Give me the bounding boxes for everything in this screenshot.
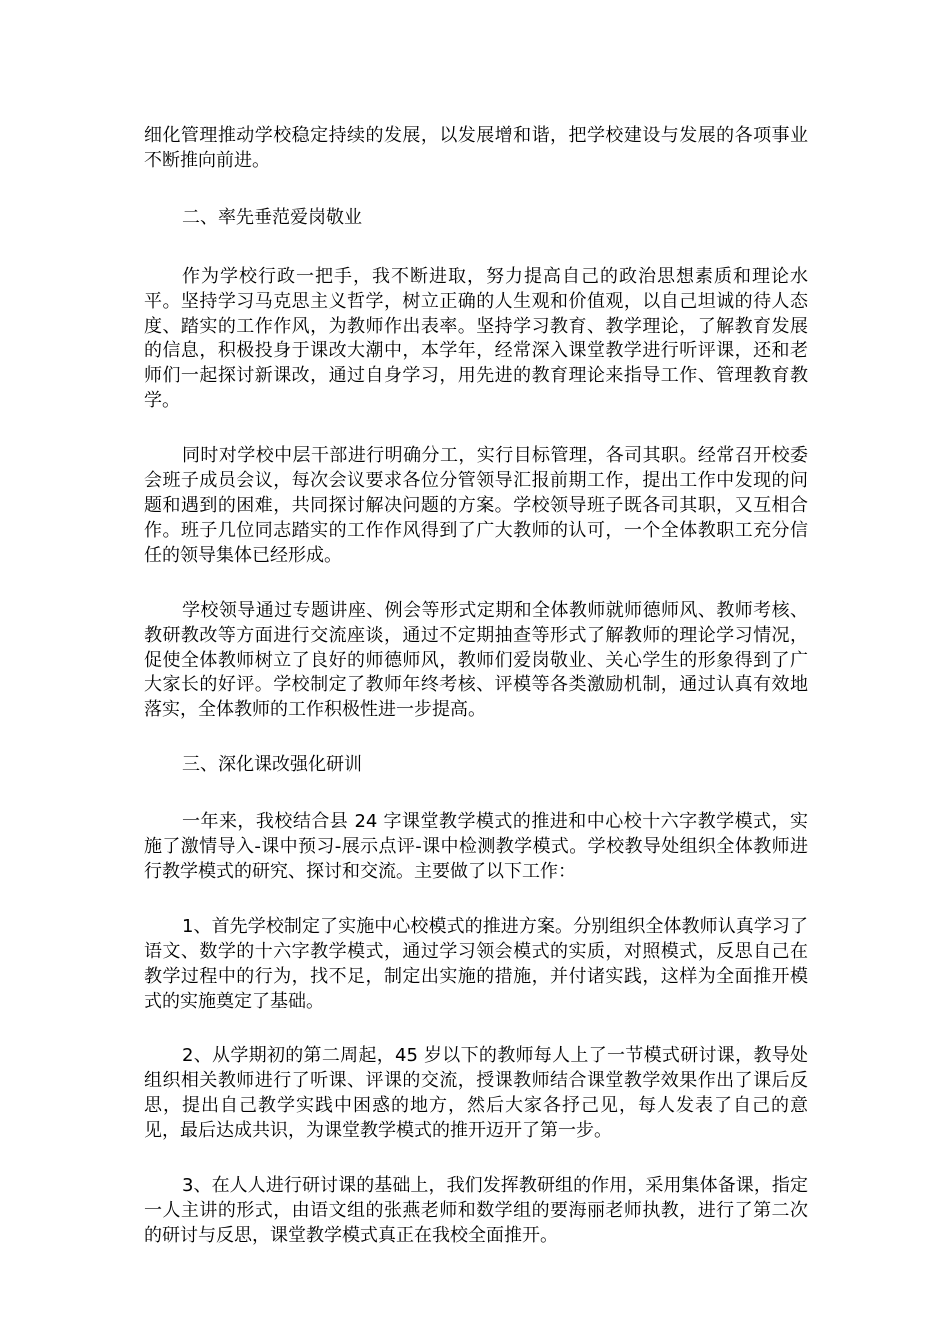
paragraph: 同时对学校中层干部进行明确分工，实行目标管理，各司其职。经常召开校委会班子成员会议，每次会议要求各位分管领导汇报前期工作，提出工作中发现的问题和遇到的困难，共同探讨解决问题的方案。学校领导班子既各司其职，又互相合作。班子几位同志踏实的工作作风得到了广大教师的认可，一个全体教职工充分信任的领导集体已经形成。: [144, 445, 808, 566]
paragraph: 作为学校行政一把手，我不断进取，努力提高自己的政治思想素质和理论水平。坚持学习马克思主义哲学，树立正确的人生观和价值观，以自己坦诚的待人态度、踏实的工作作风，为教师作出表率。坚持学习教育、教学理论，了解教育发展的信息，积极投身于课改大潮中，本学年，经常深入课堂教学进行听评课，还和老师们一起探讨新课改，通过自身学习，用先进的教育理论来指导工作、管理教育教学。: [144, 265, 808, 412]
section-heading-2: 二、率先垂范爱岗敬业: [182, 206, 362, 228]
paragraph-continuation: 细化管理推动学校稳定持续的发展，以发展增和谐，把学校建设与发展的各项事业不断推向前进。: [144, 125, 808, 171]
document-page: [144, 122, 808, 1249]
paragraph: 一年来，我校结合县 24 字课堂教学模式的推进和中心校十六字教学模式，实施了激情导入-课中预习-展示点评-课中检测教学模式。学校教导处组织全体教师进行教学模式的研究、探讨和交流。主要做了以下工作：: [144, 811, 808, 882]
list-paragraph-2: 2、从学期初的第二周起，45 岁以下的教师每人上了一节模式研讨课，教导处组织相关教师进行了听课、评课的交流，授课教师结合课堂教学效果作出了课后反思，提出自己教学实践中困惑的地方，然后大家各抒己见，每人发表了自己的意见，最后达成共识，为课堂教学模式的推开迈开了第一步。: [144, 1045, 808, 1142]
list-paragraph-3: 3、在人人进行研讨课的基础上，我们发挥教研组的作用，采用集体备课，指定一人主讲的形式，由语文组的张燕老师和数学组的要海丽老师执教，进行了第二次的研讨与反思，课堂教学模式真正在我校全面推开。: [144, 1175, 808, 1246]
list-paragraph-1: 1、首先学校制定了实施中心校模式的推进方案。分别组织全体教师认真学习了语文、数学的十六字教学模式，通过学习领会模式的实质，对照模式，反思自己在教学过程中的行为，找不足，制定出实施的措施，并付诸实践，这样为全面推开模式的实施奠定了基础。: [144, 915, 808, 1012]
section-heading-3: 三、深化课改强化研训: [182, 754, 362, 776]
paragraph: 学校领导通过专题讲座、例会等形式定期和全体教师就师德师风、教师考核、教研教改等方面进行交流座谈，通过不定期抽查等形式了解教师的理论学习情况，促使全体教师树立了良好的师德师风，教师们爱岗敬业、关心学生的形象得到了广大家长的好评。学校制定了教师年终考核、评模等各类激励机制，通过认真有效地落实，全体教师的工作积极性进一步提高。: [144, 599, 808, 721]
